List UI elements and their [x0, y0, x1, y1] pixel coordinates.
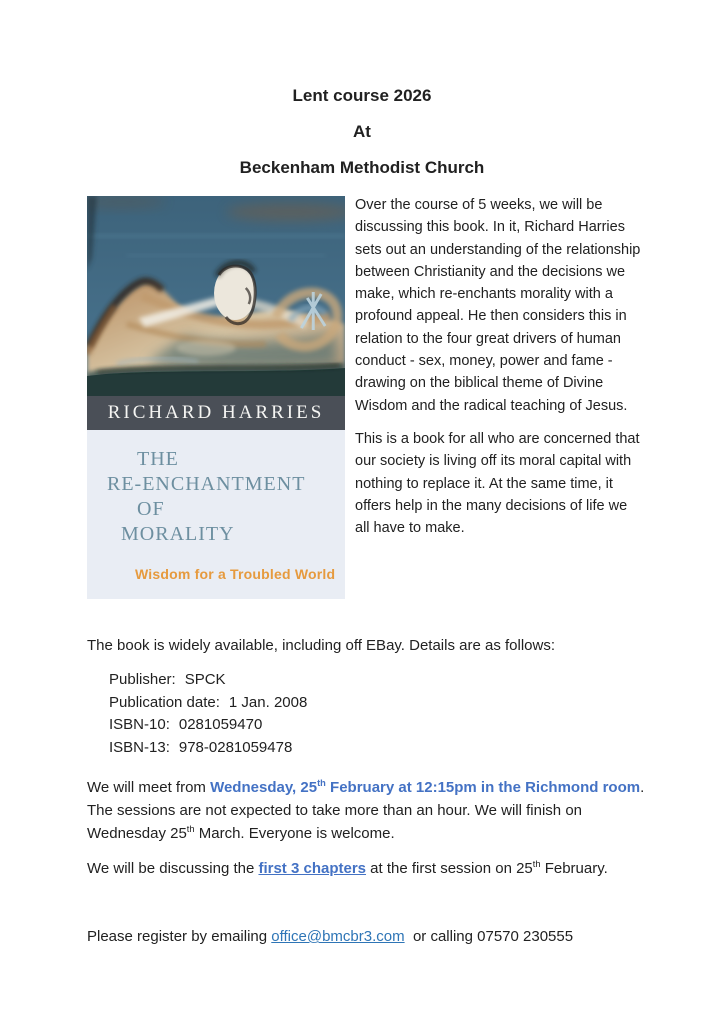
- cover-author-band: [87, 396, 345, 430]
- book-detail-row: [109, 714, 664, 736]
- text-segment: We will meet from: [87, 779, 211, 797]
- cover-subtitle: Wisdom for a Troubled World: [135, 566, 336, 582]
- detail-label: ISBN-13:: [109, 738, 170, 756]
- text-segment: March. Everyone is welcome.: [194, 825, 395, 843]
- cover-title-line: THE: [137, 448, 179, 470]
- text-segment: th: [186, 824, 195, 835]
- detail-value: 978-0281059478: [178, 738, 293, 756]
- detail-label: Publication date:: [109, 693, 220, 711]
- detail-value: 0281059470: [178, 716, 263, 734]
- detail-label: ISBN-10:: [109, 716, 170, 734]
- meeting-section: [87, 776, 659, 880]
- detail-value: SPCK: [184, 671, 226, 689]
- cover-title-panel: [87, 430, 345, 599]
- register-line: [87, 928, 664, 945]
- text-segment: Wednesday, 25: [210, 779, 318, 797]
- meeting-paragraph-2: [87, 857, 659, 880]
- meeting-paragraph-1: [87, 776, 659, 845]
- cover-title-line: MORALITY: [121, 523, 235, 545]
- availability-section: [87, 635, 664, 759]
- first-3-chapters-link[interactable]: first 3 chapters: [258, 860, 367, 878]
- book-section: [87, 194, 645, 599]
- cover-author: RICHARD HARRIES: [107, 402, 325, 423]
- doc-title-venue: Beckenham Methodist Church: [239, 158, 485, 177]
- text-segment: th: [317, 778, 326, 789]
- heading-block: [0, 0, 724, 178]
- book-description: [355, 194, 645, 599]
- book-cover: [87, 196, 345, 599]
- text-segment: or calling 07570 230555: [404, 928, 574, 946]
- book-detail-row: [109, 737, 664, 759]
- reclining-figure-painting: [87, 196, 345, 396]
- detail-value: 1 Jan. 2008: [228, 693, 308, 711]
- email-link[interactable]: office@bmcbr3.com: [271, 928, 405, 946]
- text-segment: February at 12:15pm in the Richmond room: [325, 779, 641, 797]
- text-segment: . The sessions are not expected to take more than an hour. We will finish on Wednesday 25: [87, 779, 649, 843]
- description-paragraph-1: Over the course of 5 weeks, we will be discussing this book. In it, Richard Harries sets out an understanding of the relationship between Christianity and the decisions we make, which re-enchants morality with a profound appeal. He then considers this in relation to the four great drivers of human conduct - sex, money, power and fame - drawing on the biblical theme of Divine Wisdom and the radical teaching of Jesus.: [355, 197, 641, 414]
- book-cover-painting: [87, 196, 345, 396]
- text-segment: February.: [540, 860, 608, 878]
- book-details-list: [109, 669, 664, 759]
- doc-title: Lent course 2026: [292, 86, 432, 105]
- cover-title-line: OF: [137, 498, 165, 520]
- book-detail-row: [109, 692, 664, 714]
- description-paragraph-2: This is a book for all who are concerned that our society is living off its moral capital with nothing to replace it. At the same time, it offers help in the many decisions of life we all have to make.: [355, 430, 640, 537]
- cover-title-line: RE-ENCHANTMENT: [107, 473, 306, 495]
- text-segment: Please register by emailing: [87, 928, 272, 946]
- detail-label: Publisher:: [109, 671, 176, 689]
- text-segment: We will be discussing the: [87, 860, 259, 878]
- doc-title-at: At: [353, 122, 371, 141]
- text-segment: th: [532, 859, 541, 870]
- availability-intro: The book is widely available, including off EBay. Details are as follows:: [87, 637, 556, 654]
- text-segment: at the first session on 25: [366, 860, 533, 878]
- book-detail-row: [109, 669, 664, 691]
